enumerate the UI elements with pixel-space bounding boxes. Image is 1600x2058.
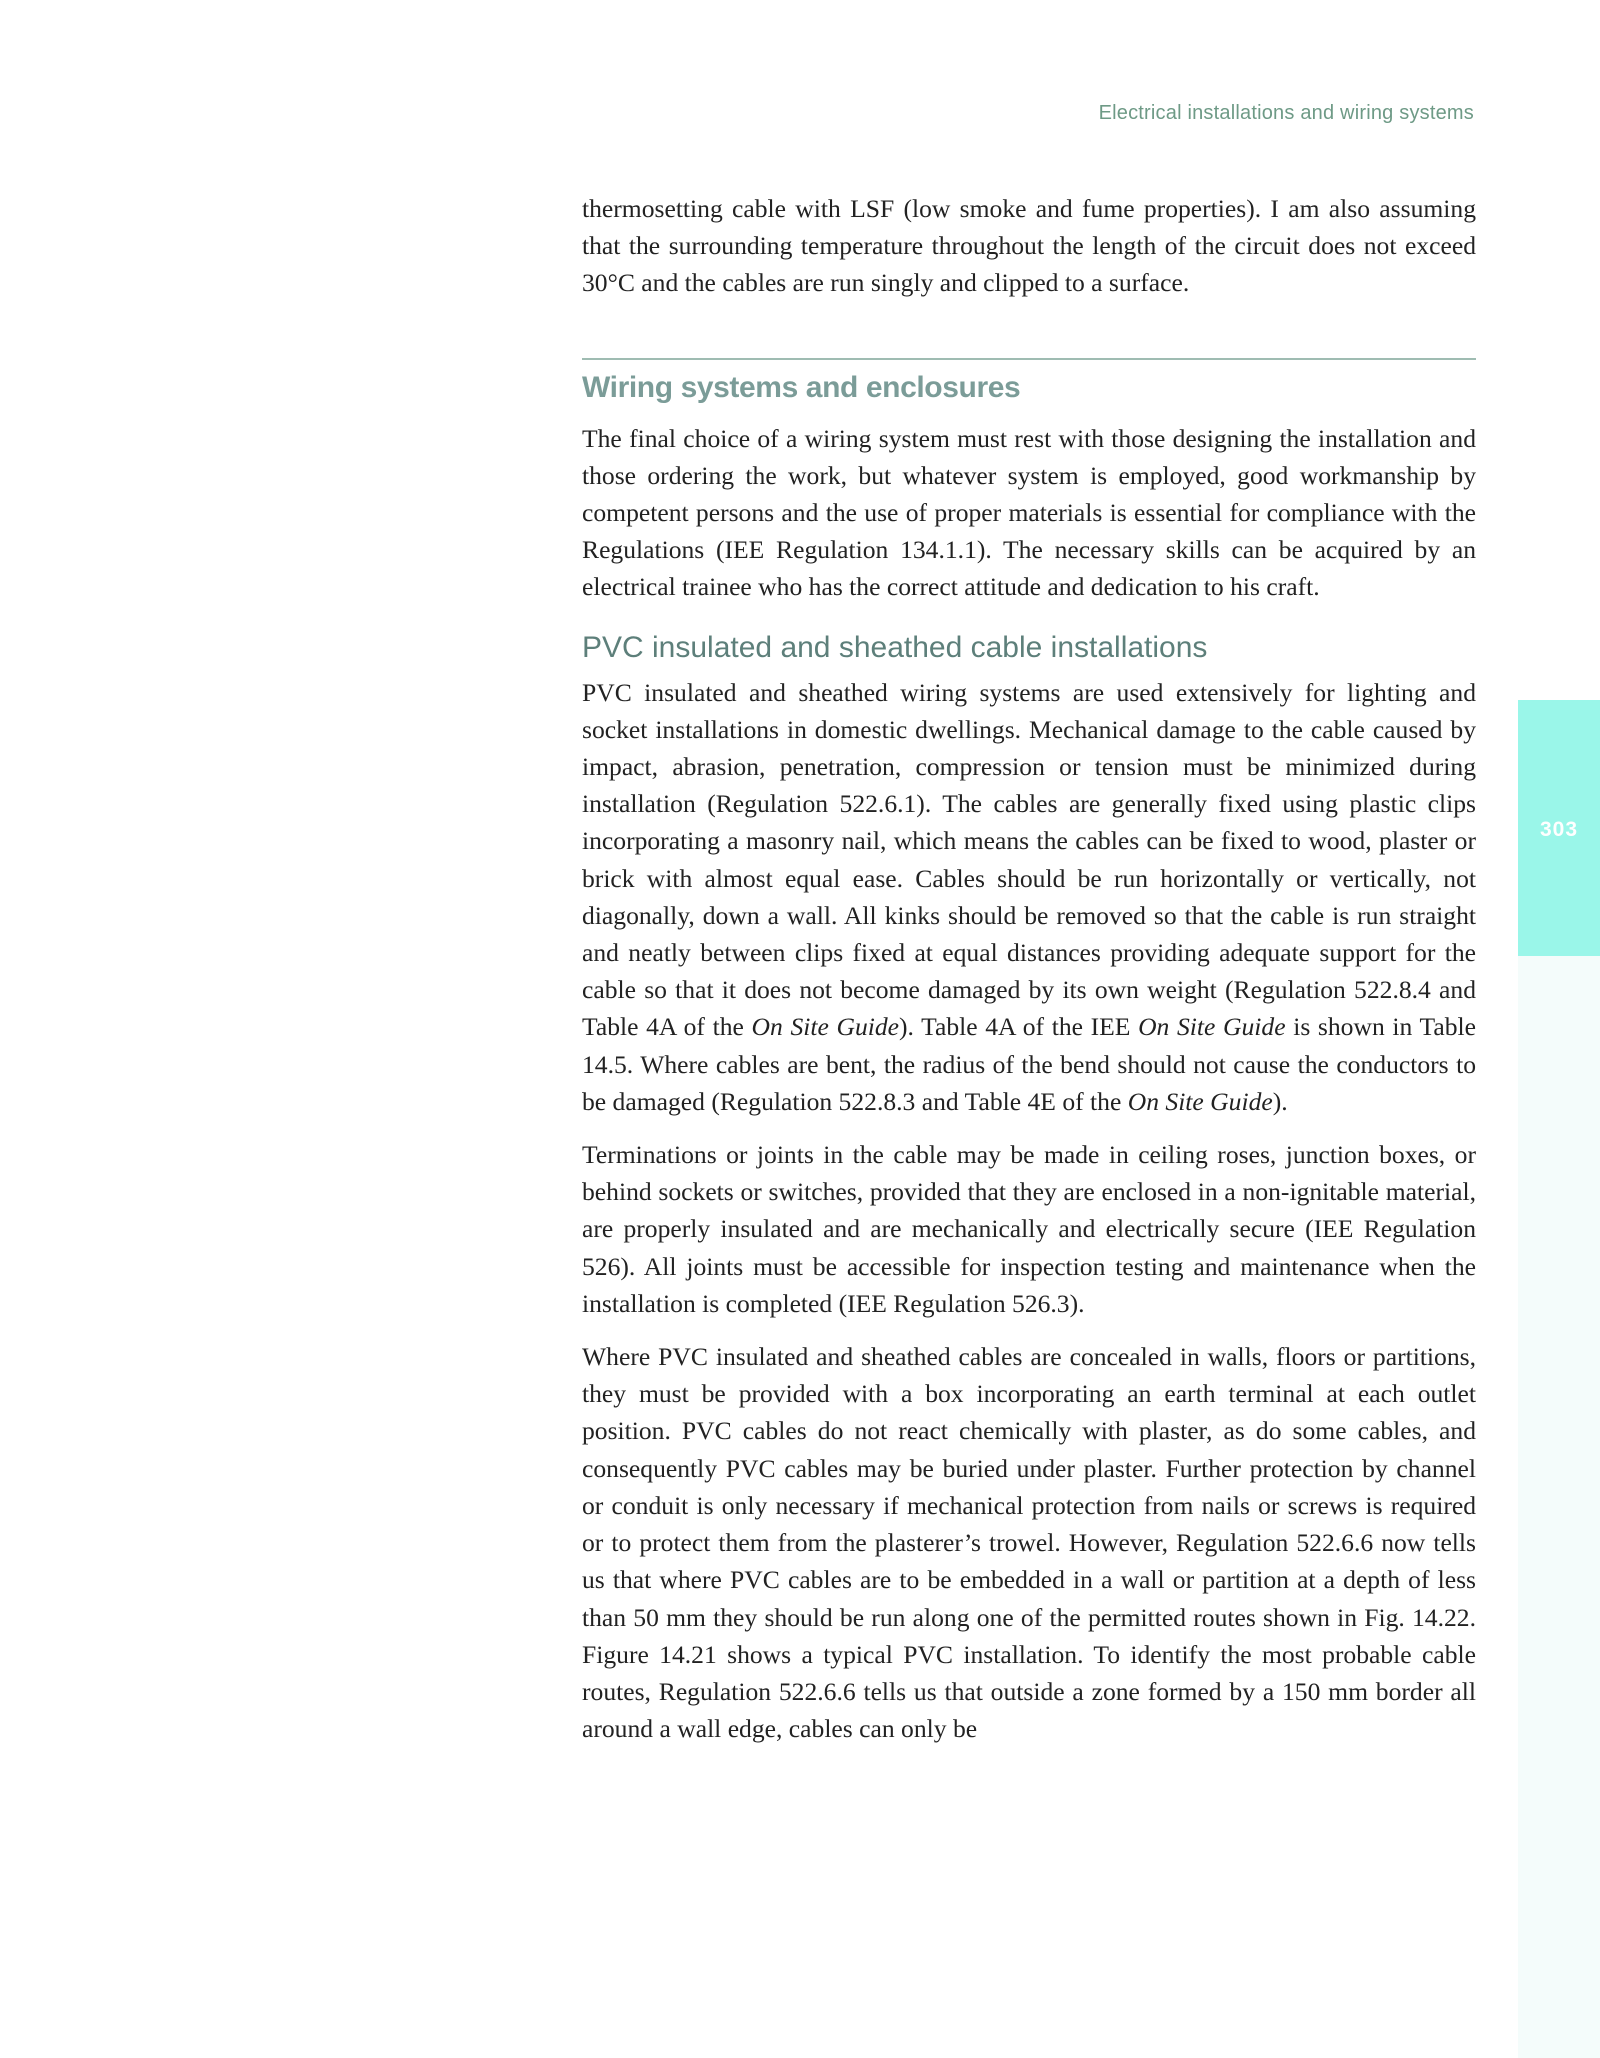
section-divider (582, 358, 1476, 360)
italic-book-title: On Site Guide (1138, 1012, 1286, 1042)
paragraph-concealed-cables: Where PVC insulated and sheathed cables are concealed in walls, floors or partitions, they must be provided with a box incorporating an earth terminal at each outlet position. PVC cables do not react chemically with plaster, as do some cables, and consequently PVC cables may be buried under plaster. Further protection by channel or conduit is only necessary if mechanical protection from nails or screws is required or to protect them from the plasterer’s trowel. However, Regulation 522.6.6 now tells us that where PVC cables are to be embedded in a wall or partition at a depth of less than 50 mm they should be run along one of the permitted routes shown in Fig. 14.22. Figure 14.21 shows a typical PVC installation. To identify the most probable cable routes, Regulation 522.6.6 tells us that outside a zone formed by a 150 mm border all around a wall edge, cables can only be (582, 1342, 1476, 1744)
paragraph-text: ). Table 4A of the IEE (899, 1012, 1139, 1042)
italic-book-title: On Site Guide (751, 1012, 900, 1042)
italic-book-title: On Site Guide (1127, 1086, 1273, 1116)
paragraph-text: is shown in Table 14.5. Where cables are bent, the radius of the bend should not cause the conductors to be damaged (Regulation 522.8.3 and Table 4E of the (582, 1012, 1476, 1116)
paragraph-terminations: Terminations or joints in the cable may be made in ceiling roses, junction boxes, or behind sockets or switches, provided that they are enclosed in a non-ignitable material, are properly insulated and are mechanically and electrically secure (IEE Regulation 526). All joints must be accessible for inspection testing and maintenance when the installation is completed (IEE Regulation 526.3). (582, 1140, 1476, 1318)
subsection-heading: PVC insulated and sheathed cable installations (582, 630, 1208, 664)
paragraph-text: PVC insulated and sheathed wiring systems are used extensively for lighting and socket installations in domestic dwellings. Mechanical damage to the cable caused by impact, abrasion, penetration, compression or tension must be minimized during installation (Regulation 522.6.1). The cables are generally fixed using plastic clips incorporating a masonry nail, which means the cables can be fixed to wood, plaster or brick with almost equal ease. Cables should be run horizontally or vertically, not diagonally, down a wall. All kinks should be removed so that the cable is run straight and neatly between clips fixed at equal distances providing adequate support for the cable so that it does not become damaged by its own weight (Regulation 522.8.4 and Table 4A of the (582, 677, 1476, 1042)
paragraph-intro: thermosetting cable with LSF (low smoke and fume properties). I am also assuming that the surrounding temperature throughout the length of the circuit does not exceed 30°C and the cables are run singly and clipped to a surface. (582, 194, 1476, 298)
page-number: 303 (1539, 818, 1579, 841)
paragraph-text: ). (1272, 1086, 1288, 1116)
paragraph-pvc-installations (582, 674, 1476, 1120)
paragraph-wiring-systems: The final choice of a wiring system must rest with those designing the installation and those ordering the work, but whatever system is employed, good workmanship by competent persons and the use of proper materials is essential for compliance with the Regulations (IEE Regulation 134.1.1). The necessary skills can be acquired by an electrical trainee who has the correct attitude and dedication to his craft. (582, 423, 1476, 602)
section-heading: Wiring systems and enclosures (582, 370, 1021, 404)
running-head: Electrical installations and wiring systems (1098, 102, 1474, 124)
main-text-column (582, 190, 1476, 1763)
